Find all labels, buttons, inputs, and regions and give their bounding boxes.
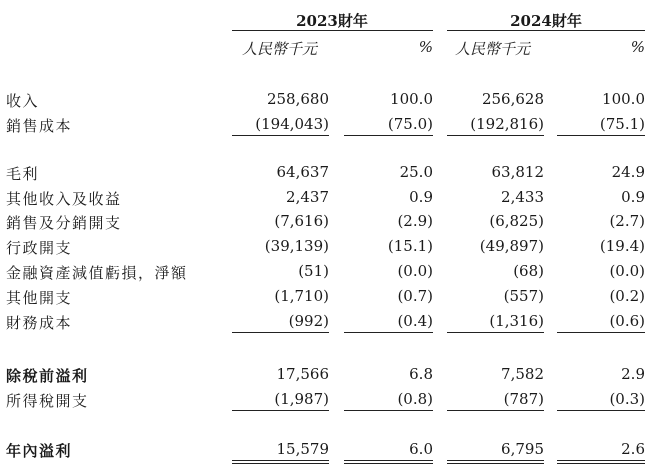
- subtotal-rule: [344, 135, 433, 136]
- percent-2024: 2.6: [621, 440, 645, 458]
- table-row: [0, 188, 660, 208]
- row-label: 年內溢利: [6, 442, 73, 460]
- subtotal-rule: [557, 135, 645, 136]
- total-double-rule: [447, 460, 544, 461]
- value-2023: 17,566: [276, 365, 329, 383]
- table-row: [0, 262, 660, 282]
- table-row: [0, 312, 660, 332]
- percent-header-2024: %: [630, 38, 645, 56]
- percent-2023: 6.8: [409, 365, 433, 383]
- year-header-rule-2024: [447, 30, 645, 31]
- row-label: 收入: [6, 92, 40, 110]
- table-row: [0, 212, 660, 232]
- percent-2024: (0.6): [609, 312, 645, 330]
- percent-2024: (0.0): [609, 262, 645, 280]
- subtotal-rule: [232, 332, 329, 333]
- percent-2023: 0.9: [409, 188, 433, 206]
- year-header-rule-2023: [232, 30, 433, 31]
- value-2023: (992): [288, 312, 329, 330]
- value-2024: (192,816): [470, 115, 544, 133]
- value-2024: 63,812: [491, 163, 544, 181]
- unit-header-2023: 人民幣千元: [242, 40, 318, 58]
- percent-2023: (75.0): [387, 115, 433, 133]
- percent-2023: 6.0: [409, 440, 433, 458]
- value-2024: 7,582: [501, 365, 544, 383]
- subtotal-rule: [232, 410, 329, 411]
- value-2024: (557): [503, 287, 544, 305]
- percent-2023: (15.1): [387, 237, 433, 255]
- subtotal-rule: [447, 410, 544, 411]
- percent-2024: 100.0: [602, 90, 645, 108]
- value-2023: 2,437: [286, 188, 329, 206]
- subtotal-rule: [447, 332, 544, 333]
- value-2024: 6,795: [501, 440, 544, 458]
- value-2024: (68): [513, 262, 544, 280]
- percent-2023: (0.4): [397, 312, 433, 330]
- total-double-rule: [344, 460, 433, 461]
- subtotal-rule: [344, 410, 433, 411]
- total-double-rule: [447, 463, 544, 464]
- total-double-rule: [232, 463, 329, 464]
- value-2023: 15,579: [276, 440, 329, 458]
- value-2023: (7,616): [274, 212, 329, 230]
- value-2024: (1,316): [489, 312, 544, 330]
- subtotal-rule: [557, 332, 645, 333]
- subtotal-rule: [447, 135, 544, 136]
- percent-2024: 24.9: [611, 163, 645, 181]
- percent-2024: (0.3): [609, 390, 645, 408]
- table-row: [0, 440, 660, 460]
- value-2023: (1,987): [274, 390, 329, 408]
- row-label: 其他收入及收益: [6, 190, 122, 208]
- percent-2023: (2.9): [397, 212, 433, 230]
- total-double-rule: [344, 463, 433, 464]
- value-2023: 258,680: [266, 90, 329, 108]
- total-double-rule: [557, 460, 645, 461]
- table-row: [0, 237, 660, 257]
- table-row: [0, 115, 660, 135]
- row-label: 毛利: [6, 165, 40, 183]
- percent-2024: 0.9: [621, 188, 645, 206]
- percent-2023: (0.8): [397, 390, 433, 408]
- total-double-rule: [232, 460, 329, 461]
- value-2024: (787): [503, 390, 544, 408]
- value-2023: 64,637: [276, 163, 329, 181]
- row-label: 銷售及分銷開支: [6, 214, 122, 232]
- value-2024: (6,825): [489, 212, 544, 230]
- table-row: [0, 163, 660, 183]
- subtotal-rule: [344, 332, 433, 333]
- percent-2023: (0.0): [397, 262, 433, 280]
- percent-2024: (19.4): [599, 237, 645, 255]
- table-row: [0, 390, 660, 410]
- percent-2024: (0.2): [609, 287, 645, 305]
- value-2023: (1,710): [274, 287, 329, 305]
- row-label: 銷售成本: [6, 117, 73, 135]
- value-2024: 2,433: [501, 188, 544, 206]
- percent-2023: (0.7): [397, 287, 433, 305]
- row-label: 財務成本: [6, 314, 73, 332]
- table-row: [0, 90, 660, 110]
- row-label: 其他開支: [6, 289, 73, 307]
- total-double-rule: [557, 463, 645, 464]
- percent-2023: 25.0: [399, 163, 433, 181]
- table-row: [0, 365, 660, 385]
- table-row: [0, 287, 660, 307]
- value-2023: (194,043): [255, 115, 329, 133]
- value-2023: (39,139): [264, 237, 329, 255]
- value-2024: 256,628: [481, 90, 544, 108]
- year-header-2024: 2024財年: [510, 12, 582, 30]
- row-label: 行政開支: [6, 239, 73, 257]
- value-2024: (49,897): [479, 237, 544, 255]
- percent-2024: (75.1): [599, 115, 645, 133]
- percent-2023: 100.0: [390, 90, 433, 108]
- row-label: 除稅前溢利: [6, 367, 89, 385]
- subtotal-rule: [557, 410, 645, 411]
- unit-header-2024: 人民幣千元: [455, 40, 531, 58]
- subtotal-rule: [232, 135, 329, 136]
- year-header-2023: 2023財年: [296, 12, 368, 30]
- percent-2024: 2.9: [621, 365, 645, 383]
- percent-2024: (2.7): [609, 212, 645, 230]
- row-label: 所得稅開支: [6, 392, 89, 410]
- value-2023: (51): [298, 262, 329, 280]
- percent-header-2023: %: [418, 38, 433, 56]
- row-label: 金融資產減值虧損，淨額: [6, 264, 188, 282]
